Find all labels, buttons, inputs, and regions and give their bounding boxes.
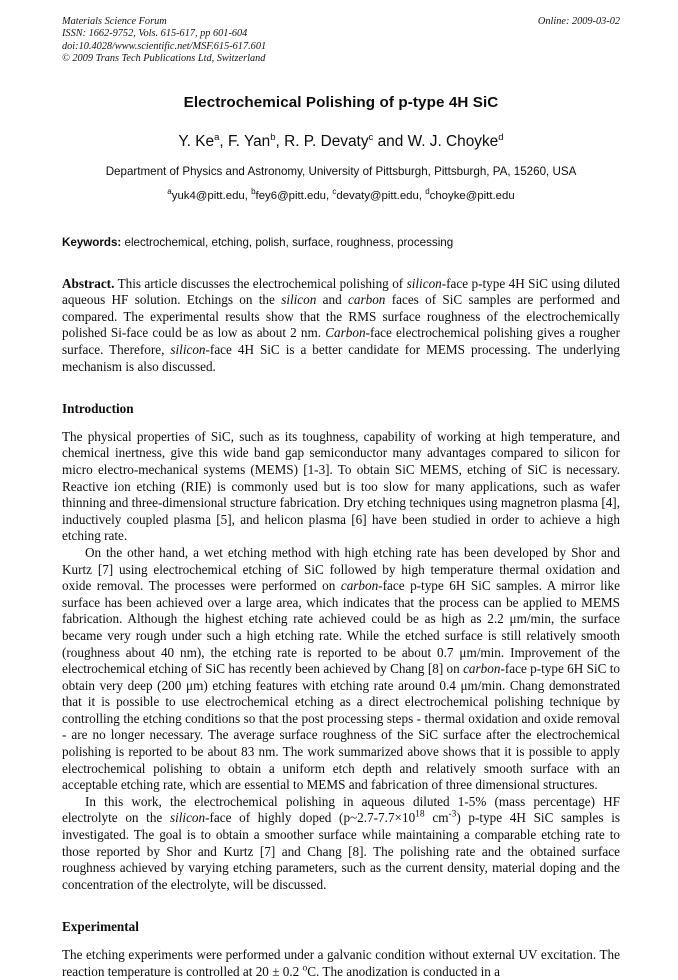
degree-symbol: o [302, 963, 308, 974]
keywords-value: electrochemical, etching, polish, surface, roughness, processing [124, 235, 454, 249]
email-address: fey6@pitt.edu [255, 189, 327, 202]
page-title: Electrochemical Polishing of p-type 4H SiC [183, 93, 499, 111]
abstract-text-b: -face p-type 4H SiC using diluted aqueous HF solution. Etchings on the [62, 275, 620, 308]
keywords-line [62, 235, 620, 250]
abstract-label: Abstract. [62, 275, 115, 291]
experimental-paragraph-1 [62, 947, 620, 980]
abstract-emph-silicon: silicon [406, 275, 442, 291]
introduction-paragraph-2 [62, 545, 620, 794]
journal-header [62, 16, 620, 66]
email-affil-marker: a [167, 186, 172, 196]
abstract-text-d: faces of SiC samples are performed and compared. The experimental results show that the RMS surface roughness of the electrochemically polished Si-face could be as low as about 2 nm. [62, 292, 620, 341]
intro-p3-text-d: ) p-type 4H SiC samples is investigated. The goal is to obtain a smoother surface while maintaining a comparable etching rate to those reported by Shor and Kurtz [7] and Chang [8]. The polishing rate and the obtained surface roughness achieved by varying etching parameters, such as the current density, material doping and the concentration of the electrolyte, will be discussed. [62, 810, 620, 892]
intro-emph-carbon: carbon [463, 661, 501, 677]
author-conjunction: and [377, 132, 404, 150]
exp-text-a: The etching experiments were performed under a galvanic condition without external UV excitation. The reaction temperature is controlled at 20 [62, 947, 620, 979]
online-date: Online: 2009-03-02 [537, 16, 620, 27]
abstract-emph-silicon: silicon [170, 342, 206, 357]
journal-header-left [62, 16, 266, 66]
intro-p2-text-c: -face p-type 6H SiC to obtain very deep (200 μm) etching features with etching rate around 0.4 μm/min. Chang demonstrated that it is possible to use electrochemical etching as a direct electrochemical polishing technique by controlling the etching conditions so that the post processing steps - thermal oxidation and oxide removal - are no longer necessary. The average surface roughness of the SiC surface after the electrochemical polishing is reported to be about 83 nm. The work summarized above shows that it is possible to apply electrochemical polishing to obtain a uniform etch depth and relatively smooth surface with an acceptable etching rate, which are essential to MEMS and fabrication of three dimensional structures. [62, 661, 620, 793]
copyright-line: © 2009 Trans Tech Publications Ltd, Switzerland [62, 53, 266, 65]
abstract-text-c: and [316, 292, 349, 308]
author-name: Y. Ke [178, 132, 215, 150]
abstract-text-a: This article discusses the electrochemical polishing of [117, 275, 407, 291]
author-name: R. P. Devaty [284, 132, 369, 150]
author-affil-marker: c [368, 131, 374, 143]
abstract-text-e: -face electrochemical polishing gives a rougher surface. Therefore, [62, 325, 620, 357]
section-heading-experimental: Experimental [62, 919, 139, 935]
email-address: yuk4@pitt.edu [171, 189, 245, 202]
section-heading-introduction: Introduction [62, 401, 134, 417]
author-affil-marker: a [214, 131, 220, 143]
author-name: F. Yan [227, 132, 271, 150]
email-address: choyke@pitt.edu [429, 189, 515, 202]
author-affil-marker: b [270, 131, 276, 143]
intro-emph-silicon: silicon [169, 810, 206, 826]
intro-p3-text-a: In this work, the electrochemical polishing in aqueous diluted 1-5% (mass percentage) HF electrolyte on the [62, 793, 620, 826]
abstract-emph-carbon: carbon [348, 292, 386, 308]
introduction-paragraph-1: The physical properties of SiC, such as its toughness, capability of working at high temperature, and chemical inertness, give this wide band gap semiconductor many advantages compared to silicon for micro electro-mechanical systems (MEMS) [1-3]. To obtain SiC MEMS, etching of SiC is necessary. Reactive ion etching (RIE) is commonly used but is too slow for many applications, such as wafer thinning and three-dimensional structure fabrication. Dry etching techniques using magnetron plasma [4], inductively coupled plasma [5], and helicon plasma [6] have been studied in order to achieve a high etching rate. [62, 428, 620, 544]
doping-exponent: 18 [415, 810, 425, 821]
exp-text-b: 0.2 [279, 963, 303, 979]
abstract-text-f: -face 4H SiC is a better candidate for MEMS processing. The underlying mechanism is also discussed. [62, 342, 621, 374]
intro-p3-text-b: -face of highly doped (p~2.7-7.7×10 [205, 810, 416, 826]
keywords-label: Keywords: [62, 235, 122, 249]
concentration-unit-exponent: -3 [448, 810, 457, 821]
intro-p2-text-b: -face p-type 6H SiC samples. A mirror like surface has been achieved over a large area, which indicates that the process can be applied to MEMS fabrication. Although the highest etching rate achieved could be as high as 2.2 μm/min, the surface became very rough under such a high etching rate. While the etched surface is still relatively smooth (roughness about 40 nm), the etching rate is reported to be about 0.7 μm/min. Improvement of the electrochemical etching of SiC has recently been achieved by Chang [8] on [62, 578, 620, 677]
email-affil-marker: b [251, 186, 256, 196]
author-name: W. J. Choyke [407, 132, 499, 150]
abstract-emph-carbon: Carbon [325, 325, 366, 341]
introduction-paragraph-3 [62, 794, 620, 894]
author-affil-marker: d [498, 131, 504, 143]
abstract-emph-silicon: silicon [281, 292, 317, 308]
email-list: $^a$yuk4@pitt.edu, $^b$fey6@pitt.edu, $^c$devaty@pitt.edu, $^d$choyke@pitt.edu [167, 186, 515, 202]
author-list: Y. Ke$^a$, F. Yan$^b$, R. P. Devaty$^c$ and W. J. Choyke$^d$ [178, 131, 504, 150]
affiliation: Department of Physics and Astronomy, University of Pittsburgh, Pittsburgh, PA, 15260, USA [105, 164, 577, 178]
intro-emph-carbon: carbon [340, 578, 379, 594]
email-affil-marker: d [425, 186, 430, 196]
email-address: devaty@pitt.edu [336, 189, 419, 202]
abstract-paragraph [62, 276, 620, 376]
doi-line: doi:10.4028/www.scientific.net/MSF.615-617.601 [62, 40, 267, 52]
issn-line: ISSN: 1662-9752, Vols. 615-617, pp 601-604 [62, 28, 248, 40]
intro-p3-text-c: cm [424, 810, 449, 826]
journal-name: Materials Science Forum [62, 16, 167, 27]
exp-text-c: C. The anodization is conducted in a [307, 963, 501, 979]
plus-minus-symbol: ± [272, 963, 280, 979]
intro-p2-text-a: On the other hand, a wet etching method with high etching rate has been developed by Shor and Kurtz [7] using electrochemical etching of SiC followed by high temperature thermal oxidation and oxide removal. The processes were performed on [62, 544, 620, 594]
email-affil-marker: c [332, 186, 337, 196]
